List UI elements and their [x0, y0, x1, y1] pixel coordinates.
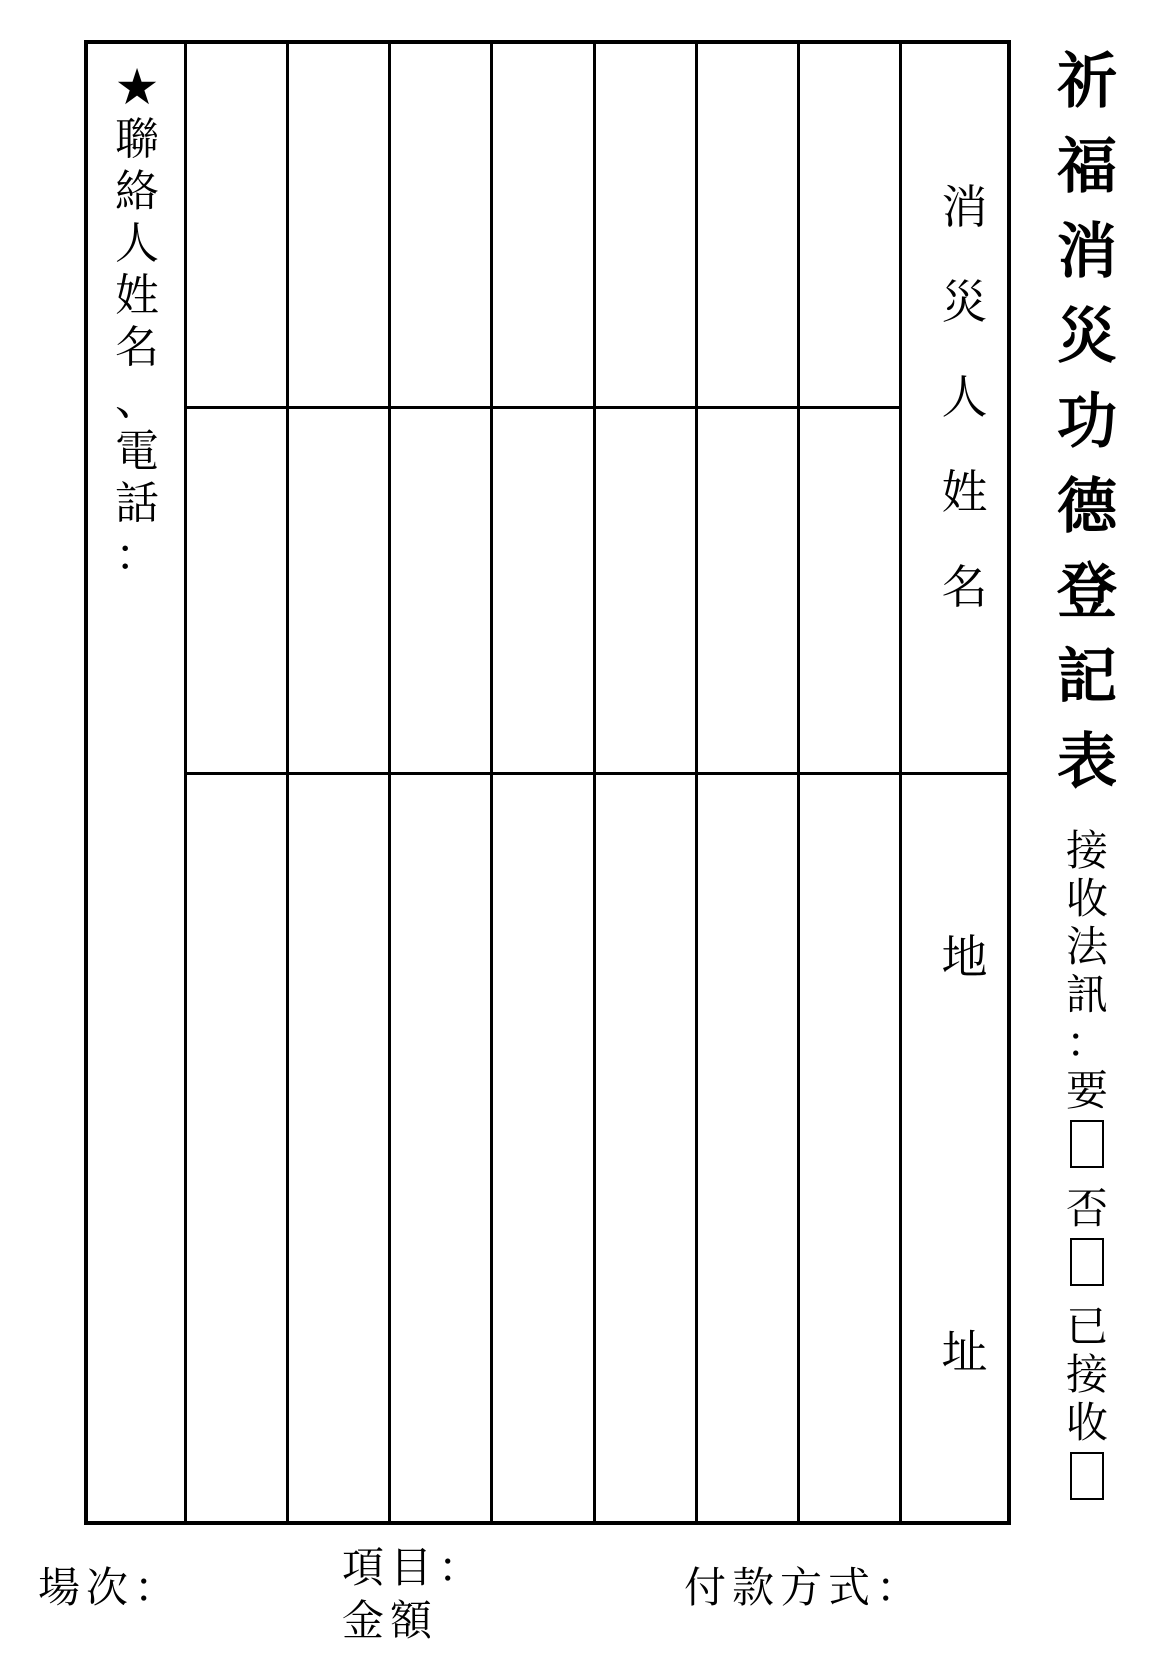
address-label-1: 地 [941, 930, 988, 984]
address-entry-cell[interactable] [493, 775, 590, 1521]
name-entry-cell[interactable] [698, 44, 794, 404]
name-entry-cell[interactable] [493, 409, 590, 769]
item-label: 項目： [342, 1543, 487, 1592]
name-column-label: 消 災 人 姓 名 [941, 180, 988, 614]
form-title: 祈 福 消 災 功 德 登 記 表 [1057, 47, 1117, 797]
session-label: 場次： [38, 1563, 183, 1612]
receive-notice: 接 收 法 訊 ： 要 否 已 接 收 [1032, 830, 1142, 1498]
name-entry-cell[interactable] [391, 409, 487, 769]
name-entry-cell[interactable] [800, 409, 896, 769]
option-received-label: 已 [1065, 1302, 1108, 1351]
column-divider [899, 44, 902, 1521]
name-entry-cell[interactable] [596, 44, 692, 404]
name-entry-cell[interactable] [493, 44, 590, 404]
contact-label: ★ 聯 絡 人 姓 名 、 電 話 ： [114, 58, 160, 581]
name-entry-cell[interactable] [596, 409, 692, 769]
name-entry-cell[interactable] [391, 44, 487, 404]
name-entry-cell[interactable] [187, 44, 283, 404]
option-no-checkbox[interactable] [1070, 1238, 1104, 1286]
option-yes-label: 要 [1065, 1066, 1108, 1115]
name-entry-cell[interactable] [698, 409, 794, 769]
address-label-2: 址 [941, 1325, 988, 1379]
star-icon: ★ [114, 58, 160, 116]
option-received-checkbox[interactable] [1070, 1452, 1104, 1500]
address-entry-cell[interactable] [800, 775, 896, 1521]
name-entry-cell[interactable] [289, 409, 385, 769]
address-entry-cell[interactable] [596, 775, 692, 1521]
option-yes-checkbox[interactable] [1070, 1120, 1104, 1168]
registration-form-table [84, 40, 1011, 1525]
address-entry-cell[interactable] [187, 775, 283, 1521]
name-entry-cell[interactable] [800, 44, 896, 404]
option-no-label: 否 [1065, 1184, 1108, 1233]
name-entry-cell[interactable] [289, 44, 385, 404]
address-entry-cell[interactable] [391, 775, 487, 1521]
name-entry-cell[interactable] [187, 409, 283, 769]
amount-label: 金額 [342, 1596, 439, 1645]
address-entry-cell[interactable] [698, 775, 794, 1521]
address-entry-cell[interactable] [289, 775, 385, 1521]
payment-method-label: 付款方式： [684, 1563, 925, 1612]
